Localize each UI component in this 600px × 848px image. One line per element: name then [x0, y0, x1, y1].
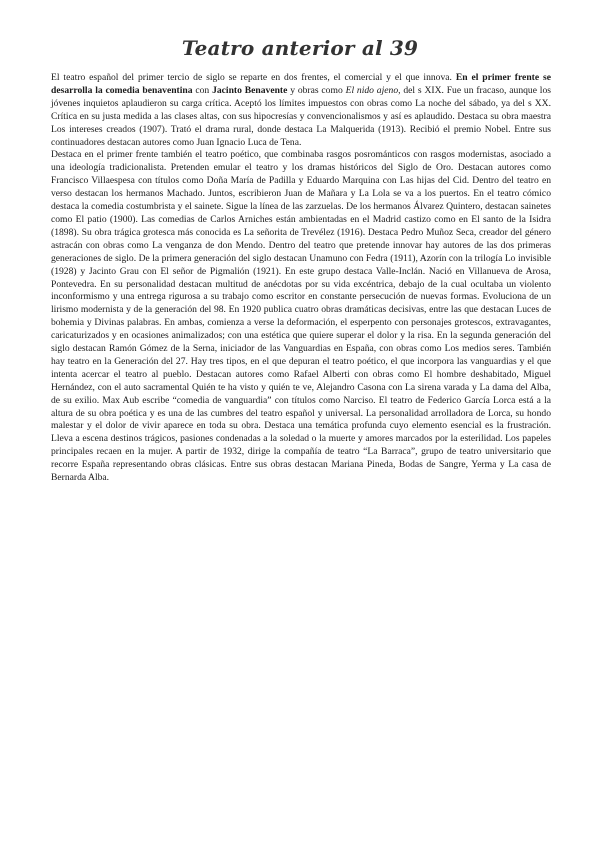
p1-rest: , del s XIX. Fue un fracaso, aunque los jóvenes inquietos aplaudieron su carga crítica. Aceptó los límites impuestos con obras como La noche del sábado, ya del s XX. Crítica en su justa medida a las clases altas, con sus hipocresías y convencionalismos y así es aplaudido. Destaca su obra maestra Los intereses creados (1907). Trató el drama rural, donde destaca La Malquerida (1913). Recibió el premio Nobel. Entre sus continuadores destacan autores como Juan Ignacio Luca de Tena. [51, 84, 551, 148]
document-body [51, 72, 551, 485]
paragraph-poetic-and-innovative-theatre: Destaca en el primer frente también el teatro poético, que combinaba rasgos posrománticos con rasgos modernistas, asociado a una ideología tradicionalista. Pretenden emular el teatro y los dramas históricos del Siglo de Oro. Destacan autores como Francisco Villaespesa con títulos como Doña María de Padilla y Eduardo Marquina con Las hijas del Cid. Dentro del teatro en verso destacan los hermanos Machado. Juntos, escribieron Juan de Mañara y La Lola se va a los puertos. En el teatro cómico destaca la comedia costumbrista y el sainete. Sigue la línea de las zarzuelas. De los hermanos Álvarez Quintero, destacan sainetes como El patio (1900). Las comedias de Carlos Arniches están ambientadas en el Madrid castizo como en El santo de la Isidra (1898). Su obra trágica grotesca más conocida es La señorita de Trevélez (1916). Destaca Pedro Muñoz Seca, creador del género astracán con obras como La venganza de don Mendo. Dentro del teatro que pretende innovar hay autores de las dos primeras generaciones de siglo. De la primera generación del siglo destacan Unamuno con Fedra (1911), Azorín con la trilogía Lo invisible (1928) y Jacinto Grau con El señor de Pigmalión (1921). En este grupo destaca Valle-Inclán. Nació en Villanueva de Arosa, Pontevedra. En su personalidad destacan multitud de anécdotas por su vida excéntrica, debajo de la cual ocultaba un violento inconformismo y una entrega rigurosa a su trabajo como escritor en constante persecución de nuevas formas. Evoluciona de un lirismo modernista y de la generación del 98. En 1920 publica cuatro obras dramáticas decisivas, entre las que destacan Luces de bohemia y Divinas palabras. En ambas, comienza a verse la deformación, el esperpento con personajes grotescos, extravagantes, caricaturizados y en ocasiones animalizados; con una estética que quiere superar el dolor y la risa. En la segunda generación del siglo destacan Ramón Gómez de la Serna, iniciador de las Vanguardias en España, con obras como Los medios seres. También hay teatro en la Generación del 27. Hay tres tipos, en el que depuran el teatro poético, el que incorpora las vanguardias y el que intenta acercar el teatro al pueblo. Destacan autores como Rafael Alberti con obras como El hombre deshabitado, Miguel Hernández, con el auto sacramental Quién te ha visto y quién te ve, Alejandro Casona con La sirena varada y La dama del Alba, de su exilio. Max Aub escribe “comedia de vanguardia” con títulos como Narciso. El teatro de Federico García Lorca está a la altura de su obra poética y es una de las cumbres del teatro español y universal. La personalidad arrolladora de Lorca, su hondo malestar y el dolor de vivir aparece en toda su obra. Destaca una temática profunda cuyo elemento esencial es la frustración. Lleva a escena destinos trágicos, pasiones condenadas a la soledad o la muerte y amores marcados por la esterilidad. Los papeles principales recaen en la mujer. A partir de 1932, dirige la compañía de teatro “La Barraca”, grupo de teatro universitario que recorre España representando obras clásicas. Entre sus obras destacan Mariana Pineda, Bodas de Sangre, Yerma y La casa de Bernarda Alba. [51, 149, 551, 484]
p1-bold-first-front: En el primer frente se desarrolla la comedia benaventina [51, 72, 551, 96]
p1-italic-work-title: El nido ajeno [345, 84, 399, 96]
p1-intro: El teatro español del primer tercio de siglo se reparte en dos frentes, el comercial y el que innova. [51, 72, 452, 83]
p1-connector-con: con [195, 84, 210, 96]
p1-bold-benavente: Jacinto Benavente [212, 84, 288, 96]
paragraph-commercial-theatre [51, 72, 551, 149]
p1-connector-obras: y obras como [290, 84, 343, 96]
document-title: Teatro anterior al 39 [181, 36, 419, 60]
